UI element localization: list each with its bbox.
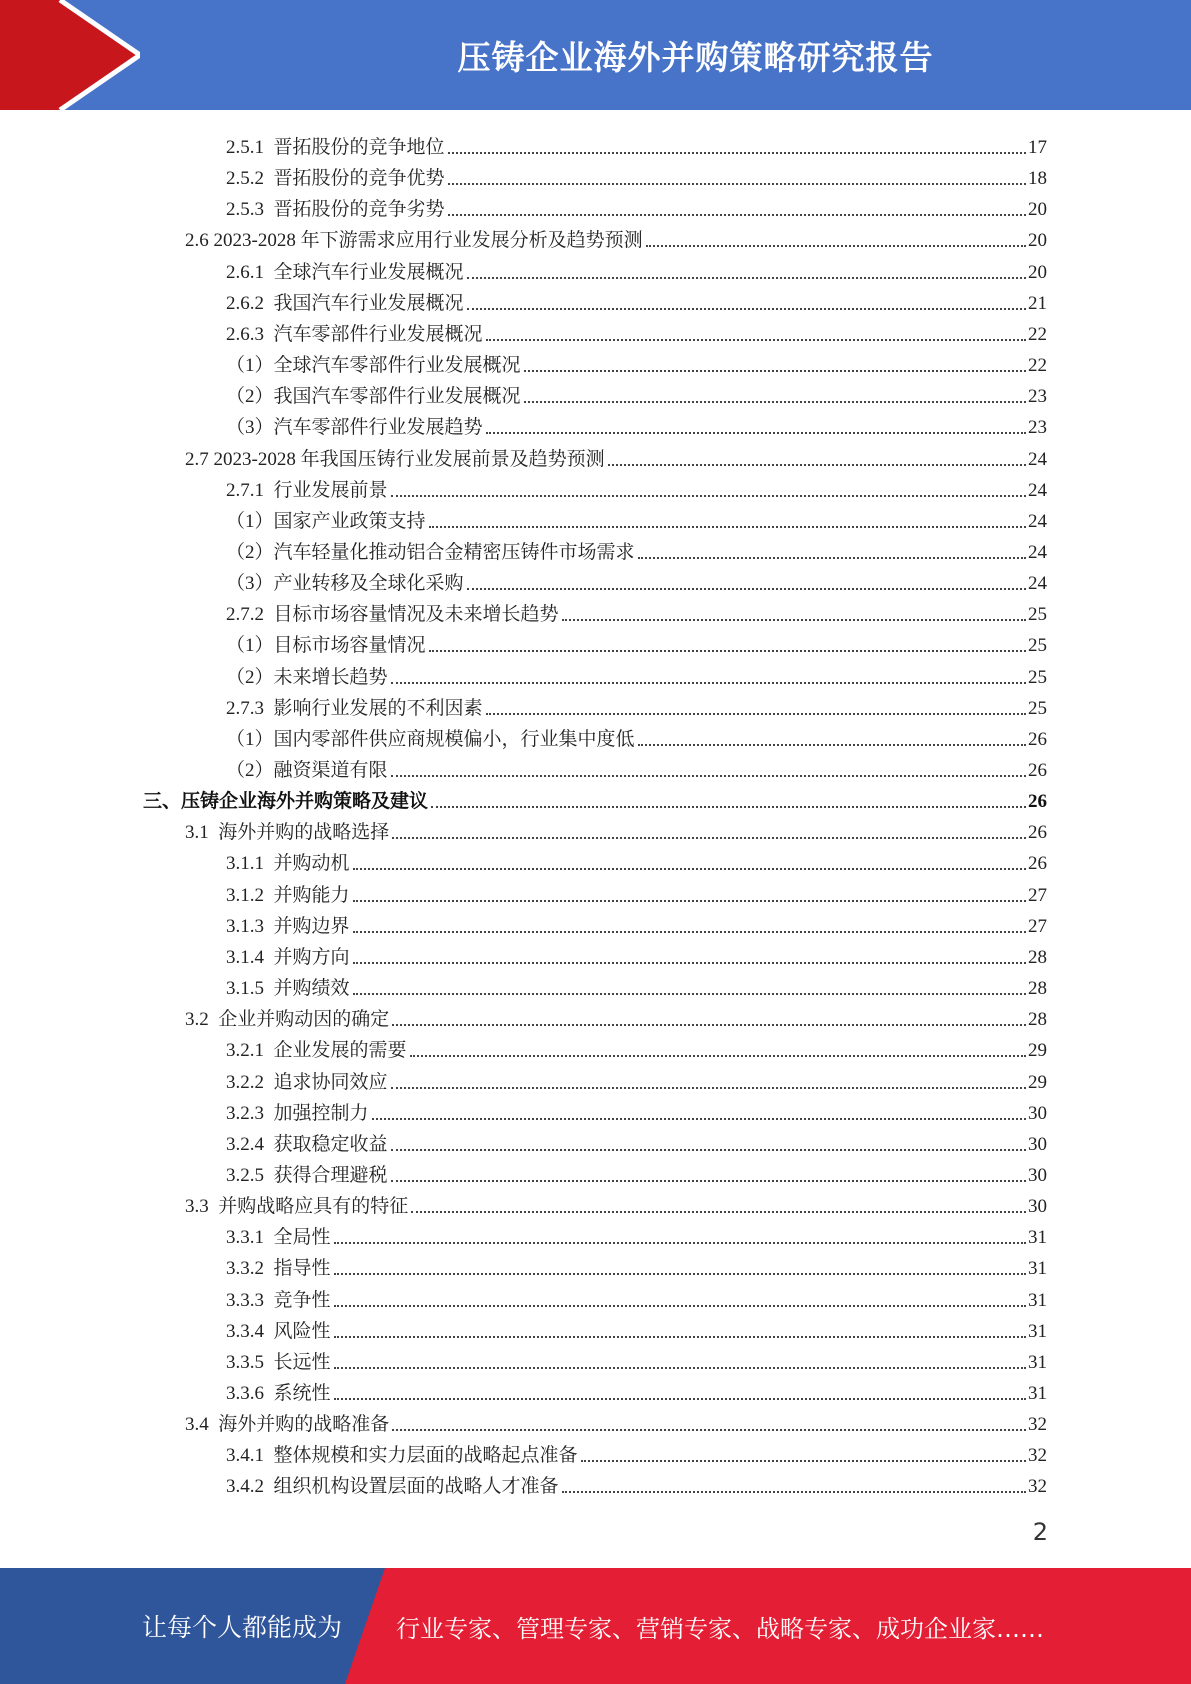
toc-leader-dots (638, 557, 1026, 559)
toc-entry[interactable] (226, 1467, 1047, 1498)
toc-leader-dots (392, 1024, 1026, 1026)
toc-entry-page: 24 (1028, 541, 1047, 563)
toc-entry-label: 3.1.5 并购绩效 (226, 978, 350, 1000)
toc-entry[interactable] (185, 1187, 1047, 1218)
toc-entry-page: 28 (1028, 978, 1047, 1000)
toc-entry-label: 3.1.4 并购方向 (226, 946, 350, 968)
toc-entry[interactable] (226, 284, 1047, 315)
toc-leader-dots (334, 1398, 1026, 1400)
toc-entry-page: 31 (1028, 1351, 1047, 1373)
toc-entry[interactable] (226, 1436, 1047, 1467)
toc-entry[interactable] (226, 595, 1047, 626)
header-red-arrow (0, 0, 140, 110)
footer-slogan-left: 让每个人都能成为 (142, 1613, 343, 1642)
toc-entry-label: 2.7 2023-2028 年我国压铸行业发展前景及趋势预测 (185, 448, 605, 470)
toc-entry-label: 3.2.1 企业发展的需要 (226, 1040, 407, 1062)
toc-leader-dots (486, 432, 1026, 434)
report-title: 压铸企业海外并购策略研究报告 (457, 37, 934, 77)
toc-entry[interactable] (226, 658, 1047, 689)
toc-leader-dots (638, 744, 1026, 746)
toc-entry-label: 2.5.1 晋拓股份的竞争地位 (226, 137, 445, 158)
toc-entry-label: 2.6.3 汽车零部件行业发展概况 (226, 323, 483, 345)
toc-entry[interactable] (226, 159, 1047, 190)
toc-entry-label: 3.1.2 并购能力 (226, 884, 350, 906)
toc-entry[interactable] (226, 190, 1047, 221)
toc-entry-label: 3.2 企业并购动因的确定 (185, 1009, 390, 1031)
toc-entry[interactable] (226, 689, 1047, 720)
toc-entry-page: 30 (1028, 1133, 1047, 1155)
toc-entry-label: 3.3.5 长远性 (226, 1351, 331, 1373)
toc-entry-label: 3.2.4 获取稳定收益 (226, 1133, 388, 1155)
toc-leader-dots (448, 152, 1026, 154)
toc-leader-dots (448, 214, 1026, 216)
toc-leader-dots (486, 713, 1026, 715)
toc-entry-page: 17 (1028, 137, 1047, 158)
toc-entry-label: （2）融资渠道有限 (226, 760, 388, 781)
toc-entry-page: 29 (1028, 1040, 1047, 1062)
toc-entry-label: （3）产业转移及全球化采购 (226, 573, 464, 595)
toc-entry[interactable] (226, 1031, 1047, 1062)
toc-leader-dots (581, 1460, 1026, 1462)
toc-entry-page: 30 (1028, 1196, 1047, 1218)
toc-entry[interactable] (185, 813, 1047, 844)
footer-slogan-right: 行业专家、管理专家、营销专家、战略专家、成功企业家…… (396, 1614, 1044, 1643)
toc-entry-page: 25 (1028, 697, 1047, 719)
toc-entry-label: 3.1.3 并购边界 (226, 915, 350, 937)
toc-leader-dots (431, 806, 1026, 808)
toc-entry-label: 3.4.1 整体规模和实力层面的战略起点准备 (226, 1445, 578, 1467)
toc-entry-page: 31 (1028, 1320, 1047, 1342)
page-number: 2 (1032, 1518, 1048, 1546)
toc-entry[interactable] (226, 346, 1047, 377)
toc-leader-dots (467, 277, 1026, 279)
toc-entry-page: 24 (1028, 479, 1047, 501)
toc-entry[interactable] (226, 844, 1047, 875)
toc-entry-page: 27 (1028, 915, 1047, 937)
toc-entry-label: 3.2.3 加强控制力 (226, 1102, 369, 1124)
toc-entry-label: （2）未来增长趋势 (226, 666, 388, 688)
toc-leader-dots (467, 308, 1026, 310)
toc-entry-page: 30 (1028, 1164, 1047, 1186)
toc-entry[interactable] (226, 907, 1047, 938)
toc-leader-dots (334, 1367, 1026, 1369)
toc-leader-dots (448, 183, 1026, 185)
toc-entry-label: 3.3.4 风险性 (226, 1320, 331, 1342)
toc-entry-page: 23 (1028, 386, 1047, 408)
toc-entry[interactable] (226, 876, 1047, 907)
toc-leader-dots (467, 588, 1026, 590)
toc-entry[interactable] (226, 1343, 1047, 1374)
toc-entry-page: 26 (1028, 760, 1047, 781)
toc-entry[interactable] (226, 502, 1047, 533)
toc-leader-dots (411, 1211, 1026, 1213)
toc-leader-dots (410, 1055, 1026, 1057)
toc-entry-page: 28 (1028, 946, 1047, 968)
toc-entry-label: 2.7.1 行业发展前景 (226, 479, 388, 501)
toc-entry-page: 28 (1028, 1009, 1047, 1031)
toc-leader-dots (391, 1087, 1026, 1089)
toc-entry[interactable] (226, 564, 1047, 595)
toc-entry-page: 24 (1028, 573, 1047, 595)
toc-entry-page: 30 (1028, 1102, 1047, 1124)
toc-entry-label: 2.6.1 全球汽车行业发展概况 (226, 261, 464, 283)
toc-leader-dots (524, 370, 1026, 372)
toc-entry-label: 3.3.6 系统性 (226, 1383, 331, 1404)
toc-leader-dots (391, 1149, 1026, 1151)
toc-entry-label: 3.3.1 全局性 (226, 1227, 331, 1249)
toc-entry[interactable] (226, 533, 1047, 564)
toc-entry-page: 32 (1028, 1414, 1047, 1436)
toc-leader-dots (334, 1336, 1026, 1338)
toc-leader-dots (391, 1180, 1026, 1182)
toc-entry-label: 2.5.2 晋拓股份的竞争优势 (226, 168, 445, 190)
toc-entry-label: 3.1.1 并购动机 (226, 853, 350, 875)
toc-entry-page: 25 (1028, 635, 1047, 657)
toc-entry[interactable] (226, 969, 1047, 1000)
toc-entry-page: 20 (1028, 230, 1047, 252)
toc-entry-label: 三、压铸企业海外并购策略及建议 (143, 791, 429, 813)
toc-entry[interactable] (226, 1249, 1047, 1280)
toc-entry-label: 2.7.2 目标市场容量情况及未来增长趋势 (226, 604, 559, 626)
toc-entry-page: 25 (1028, 666, 1047, 688)
toc-leader-dots (353, 868, 1026, 870)
toc-entry[interactable] (185, 1405, 1047, 1436)
toc-entry[interactable] (226, 377, 1047, 408)
toc-entry-page: 32 (1028, 1476, 1047, 1498)
toc-entry-page: 31 (1028, 1258, 1047, 1280)
toc-entry[interactable] (226, 1374, 1047, 1405)
toc-entry[interactable] (226, 720, 1047, 751)
toc-entry-label: 3.3 并购战略应具有的特征 (185, 1196, 409, 1218)
toc-entry-page: 26 (1028, 853, 1047, 875)
page-footer (0, 1568, 1191, 1684)
toc-entry[interactable] (226, 1063, 1047, 1094)
toc-entry-page: 26 (1028, 728, 1047, 750)
toc-entry-label: 3.3.3 竞争性 (226, 1289, 331, 1311)
toc-leader-dots (391, 682, 1026, 684)
toc-entry-page: 29 (1028, 1071, 1047, 1093)
toc-leader-dots (646, 245, 1026, 247)
toc-entry-label: （3）汽车零部件行业发展趋势 (226, 417, 483, 439)
toc-entry-label: 3.2.5 获得合理避税 (226, 1164, 388, 1186)
toc-entry-page: 26 (1028, 822, 1047, 844)
toc-entry[interactable] (226, 408, 1047, 439)
toc-entry-page: 22 (1028, 323, 1047, 345)
toc-leader-dots (334, 1242, 1026, 1244)
toc-entry-label: 2.5.3 晋拓股份的竞争劣势 (226, 199, 445, 221)
toc-leader-dots (353, 962, 1026, 964)
toc-entry-page: 26 (1028, 791, 1047, 813)
toc-entry-page: 23 (1028, 417, 1047, 439)
toc-entry[interactable] (226, 471, 1047, 502)
toc-leader-dots (562, 619, 1026, 621)
toc-leader-dots (372, 1118, 1026, 1120)
toc-entry-page: 25 (1028, 604, 1047, 626)
toc-leader-dots (429, 526, 1026, 528)
toc-entry[interactable] (185, 440, 1047, 471)
toc-entry-label: 3.4.2 组织机构设置层面的战略人才准备 (226, 1476, 559, 1498)
toc-leader-dots (353, 993, 1026, 995)
toc-entry-page: 20 (1028, 199, 1047, 221)
toc-entry-page: 20 (1028, 261, 1047, 283)
toc-entry[interactable] (226, 1125, 1047, 1156)
toc-leader-dots (524, 401, 1026, 403)
toc-entry-page: 31 (1028, 1289, 1047, 1311)
toc-entry-label: 2.6 2023-2028 年下游需求应用行业发展分析及趋势预测 (185, 230, 643, 252)
toc-leader-dots (429, 650, 1026, 652)
toc-entry-page: 31 (1028, 1383, 1047, 1404)
toc-entry[interactable] (226, 626, 1047, 657)
toc-leader-dots (486, 339, 1026, 341)
toc-leader-dots (353, 900, 1026, 902)
toc-entry-label: （1）目标市场容量情况 (226, 635, 426, 657)
toc-entry[interactable] (226, 751, 1047, 782)
toc-entry[interactable] (226, 128, 1047, 159)
toc-leader-dots (334, 1305, 1026, 1307)
toc-leader-dots (391, 495, 1026, 497)
toc-leader-dots (608, 464, 1026, 466)
toc-entry[interactable] (226, 1281, 1047, 1312)
toc-leader-dots (334, 1273, 1026, 1275)
toc-entry[interactable] (226, 315, 1047, 346)
toc-leader-dots (392, 1429, 1026, 1431)
toc-leader-dots (391, 775, 1026, 777)
toc-entry-page: 24 (1028, 448, 1047, 470)
toc-entry[interactable] (185, 1000, 1047, 1031)
toc-entry[interactable] (226, 1156, 1047, 1187)
toc-entry-page: 31 (1028, 1227, 1047, 1249)
toc-leader-dots (353, 931, 1026, 933)
toc-entry-label: 3.2.2 追求协同效应 (226, 1071, 388, 1093)
toc-entry-page: 32 (1028, 1445, 1047, 1467)
toc-entry-page: 27 (1028, 884, 1047, 906)
toc-entry-label: （2）我国汽车零部件行业发展概况 (226, 386, 521, 408)
toc-entry-page: 22 (1028, 355, 1047, 377)
toc-entry-label: （1）国内零部件供应商规模偏小，行业集中度低 (226, 728, 635, 750)
toc-entry[interactable] (226, 938, 1047, 969)
toc-leader-dots (392, 837, 1026, 839)
toc-leader-dots (562, 1491, 1026, 1493)
toc-entry[interactable] (226, 1312, 1047, 1343)
toc-entry-label: （1）国家产业政策支持 (226, 510, 426, 532)
toc-entry-label: 3.1 海外并购的战略选择 (185, 822, 390, 844)
page-header (0, 0, 1191, 110)
toc-entry-label: 3.4 海外并购的战略准备 (185, 1414, 390, 1436)
toc-entry-label: （2）汽车轻量化推动铝合金精密压铸件市场需求 (226, 541, 635, 563)
toc-entry[interactable] (226, 1094, 1047, 1125)
toc-entry-label: （1）全球汽车零部件行业发展概况 (226, 355, 521, 377)
toc-entry[interactable] (143, 782, 1047, 813)
toc-entry[interactable] (185, 221, 1047, 252)
toc-entry-label: 2.6.2 我国汽车行业发展概况 (226, 292, 464, 314)
toc-entry-page: 18 (1028, 168, 1047, 190)
toc-entry[interactable] (226, 1218, 1047, 1249)
toc-entry-page: 21 (1028, 292, 1047, 314)
toc-entry-label: 2.7.3 影响行业发展的不利因素 (226, 697, 483, 719)
toc-entry-page: 24 (1028, 510, 1047, 532)
toc-entry[interactable] (226, 253, 1047, 284)
toc-entry-label: 3.3.2 指导性 (226, 1258, 331, 1280)
